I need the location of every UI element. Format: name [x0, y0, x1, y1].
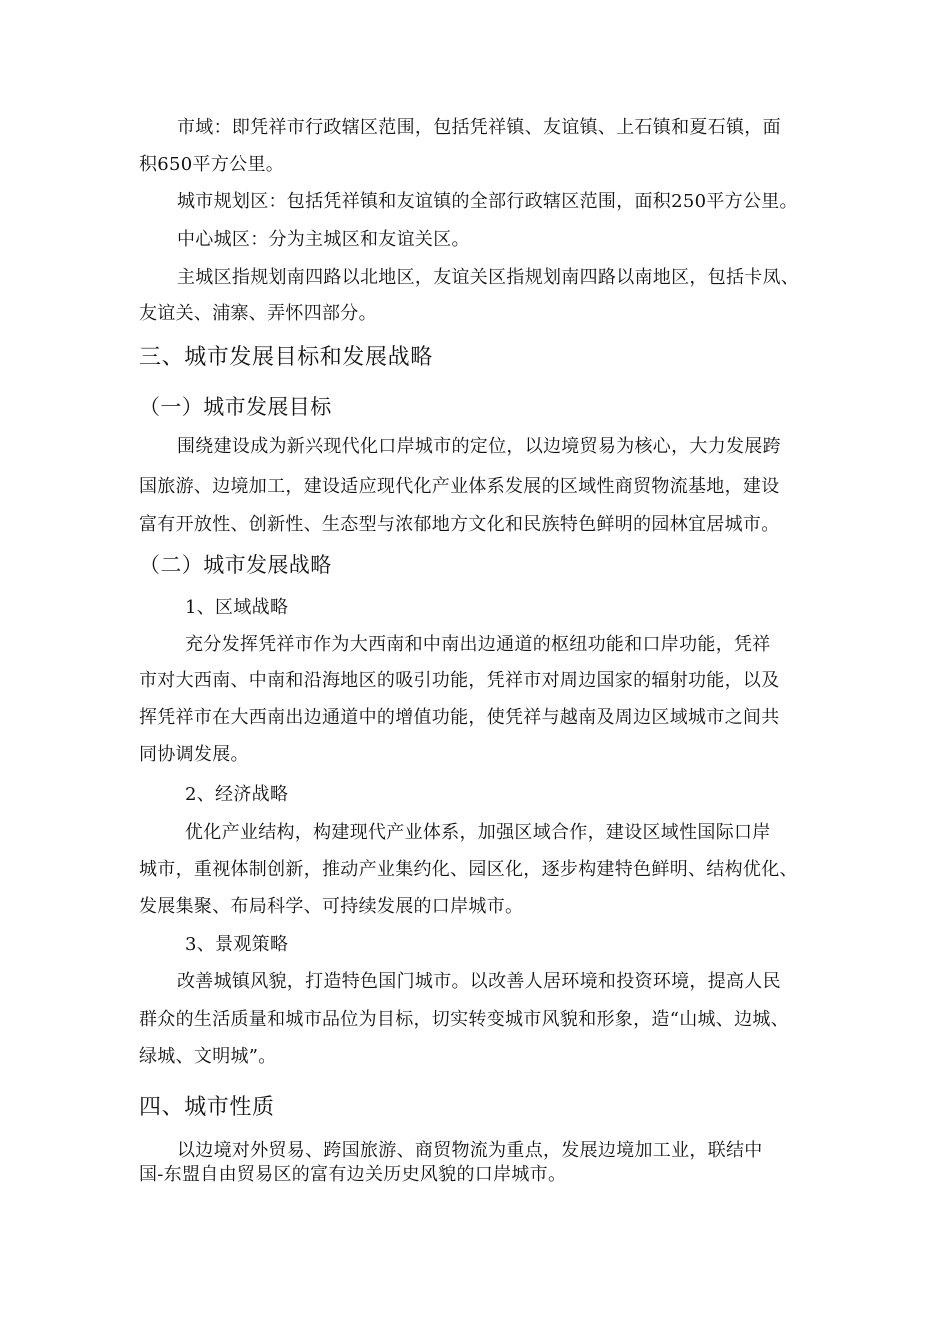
paragraph-landscape-line-3: 绿城、文明城”。: [139, 1046, 277, 1067]
subsection-heading-1: （一）城市发展目标: [139, 395, 332, 419]
paragraph-city-nature-line-2: 国-东盟自由贸易区的富有边关历史风貌的口岸城市。: [139, 1164, 567, 1185]
item-heading-economic-strategy: 2、经济战略: [185, 784, 289, 805]
item-heading-landscape-strategy: 3、景观策略: [185, 934, 289, 955]
paragraph-main-urban-line-1: 主城区指规划南四路以北地区，友谊关区指规划南四路以南地区，包括卡凤、: [177, 267, 800, 288]
paragraph-central-urban-area: 中心城区：分为主城区和友谊关区。: [177, 229, 470, 250]
paragraph-economic-line-1: 优化产业结构，构建现代产业体系，加强区域合作，建设区域性国际口岸: [185, 822, 771, 843]
paragraph-goal-line-2: 国旅游、边境加工，建设适应现代化产业体系发展的区域性商贸物流基地，建设: [139, 476, 780, 497]
section-heading-4: 四、城市性质: [139, 1095, 275, 1120]
paragraph-landscape-line-2: 群众的生活质量和城市品位为目标，切实转变城市风貌和形象，造“山城、边城、: [139, 1009, 789, 1030]
paragraph-planning-area: 城市规划区：包括凭祥镇和友谊镇的全部行政辖区范围，面积250平方公里。: [177, 191, 798, 212]
paragraph-city-domain-line-2: 积650平方公里。: [139, 154, 285, 175]
paragraph-city-nature-line-1: 以边境对外贸易、跨国旅游、商贸物流为重点，发展边境加工业，联结中: [177, 1140, 763, 1161]
paragraph-regional-line-3: 挥凭祥市在大西南出边通道中的增值功能，使凭祥与越南及周边区域城市之间共: [139, 707, 780, 728]
paragraph-economic-line-2: 城市，重视体制创新，推动产业集约化、园区化，逐步构建特色鲜明、结构优化、: [139, 859, 798, 880]
paragraph-regional-line-4: 同协调发展。: [139, 744, 249, 765]
paragraph-main-urban-line-2: 友谊关、浦寨、弄怀四部分。: [139, 303, 377, 324]
item-heading-regional-strategy: 1、区域战略: [185, 597, 289, 618]
paragraph-regional-line-1: 充分发挥凭祥市作为大西南和中南出边通道的枢纽功能和口岸功能，凭祥: [185, 634, 771, 655]
paragraph-city-domain-line-1: 市域：即凭祥市行政辖区范围，包括凭祥镇、友谊镇、上石镇和夏石镇，面: [177, 117, 781, 138]
subsection-heading-2: （二）城市发展战略: [139, 553, 332, 577]
paragraph-regional-line-2: 市对大西南、中南和沿海地区的吸引功能，凭祥市对周边国家的辐射功能，以及: [139, 670, 780, 691]
section-heading-3: 三、城市发展目标和发展战略: [139, 345, 433, 370]
paragraph-landscape-line-1: 改善城镇风貌，打造特色国门城市。以改善人居环境和投资环境，提高人民: [177, 971, 781, 992]
paragraph-goal-line-1: 围绕建设成为新兴现代化口岸城市的定位，以边境贸易为核心，大力发展跨: [177, 436, 781, 457]
paragraph-economic-line-3: 发展集聚、布局科学、可持续发展的口岸城市。: [139, 896, 524, 917]
paragraph-goal-line-3: 富有开放性、创新性、生态型与浓郁地方文化和民族特色鲜明的园林宜居城市。: [139, 514, 780, 535]
